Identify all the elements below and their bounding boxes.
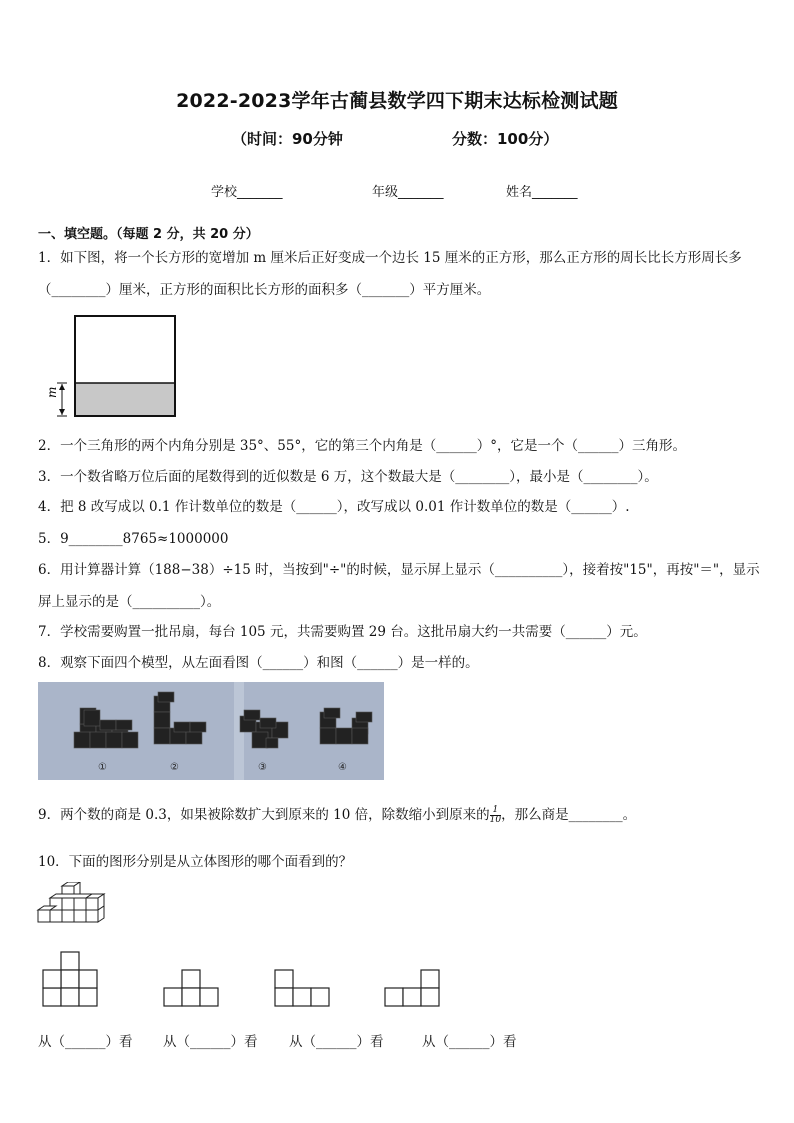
model-label-1: ① <box>98 762 107 773</box>
question-1-line-1: 1．如下图，将一个长方形的宽增加 m 厘米后正好变成一个边长 15 厘米的正方形，那么正方形的周长比长方形周长多 <box>38 250 742 266</box>
view-figure-2 <box>163 968 221 1008</box>
view-answer-1: 从（______）看 <box>38 1034 133 1050</box>
name-field: 姓名_______ <box>506 185 578 200</box>
question-9-pre: 9．两个数的商是 0.3，如果被除数扩大到原来的 10 倍，除数缩小到原来的 <box>38 807 490 823</box>
models-photo <box>38 682 384 780</box>
question-9 <box>38 806 636 825</box>
question-7: 7．学校需要购置一批吊扇，每台 105 元，共需要购置 29 台。这批吊扇大约一共需要（______）元。 <box>38 624 647 640</box>
view-figure-3 <box>274 968 332 1008</box>
question-4: 4．把 8 改写成以 0.1 作计数单位的数是（______），改写成以 0.01 作计数单位的数是（______）. <box>38 499 630 515</box>
question-5: 5．9________8765≈1000000 <box>38 531 229 547</box>
m-label: m <box>45 386 59 398</box>
view-answer-3: 从（______）看 <box>289 1034 384 1050</box>
question-2: 2．一个三角形的两个内角分别是 35°、55°，它的第三个内角是（______）°，它是一个（______）三角形。 <box>38 438 686 454</box>
rectangle-figure <box>40 312 180 422</box>
question-6-line-1: 6．用计算器计算（188−38）÷15 时，当按到"÷"的时候，显示屏上显示（__________），接着按"15"，再按"＝"，显示 <box>38 562 760 578</box>
view-answer-2: 从（______）看 <box>163 1034 258 1050</box>
question-9-post: ，那么商是________。 <box>501 807 637 823</box>
question-8: 8．观察下面四个模型，从左面看图（______）和图（______）是一样的。 <box>38 655 479 671</box>
question-6-line-2: 屏上显示的是（__________）。 <box>38 594 221 610</box>
question-3: 3．一个数省略万位后面的尾数得到的近似数是 6 万，这个数最大是（________），最小是（________）。 <box>38 469 658 485</box>
question-10: 10．下面的图形分别是从立体图形的哪个面看到的？ <box>38 854 353 870</box>
exam-time: （时间：90分钟 <box>232 130 343 148</box>
grade-field: 年级_______ <box>372 185 444 200</box>
exam-score: 分数：100分） <box>452 130 559 148</box>
model-label-2: ② <box>170 762 179 773</box>
question-1-line-2: （________）厘米，正方形的面积比长方形的面积多（_______）平方厘米。 <box>38 282 491 298</box>
cube-models-illustration <box>38 682 384 780</box>
view-figure-1 <box>42 950 100 1008</box>
school-field: 学校_______ <box>211 185 283 200</box>
section-heading: 一、填空题。（每题 2 分，共 20 分） <box>38 227 259 242</box>
solid-figure <box>36 882 110 932</box>
view-answer-4: 从（______）看 <box>422 1034 517 1050</box>
model-label-3: ③ <box>258 762 267 773</box>
fraction-one-tenth: $\frac{1}{10}$ <box>489 805 502 825</box>
view-figure-4 <box>384 968 442 1008</box>
page-title: 2022-2023学年古蔺县数学四下期末达标检测试题 <box>176 90 618 112</box>
model-label-4: ④ <box>338 762 347 773</box>
